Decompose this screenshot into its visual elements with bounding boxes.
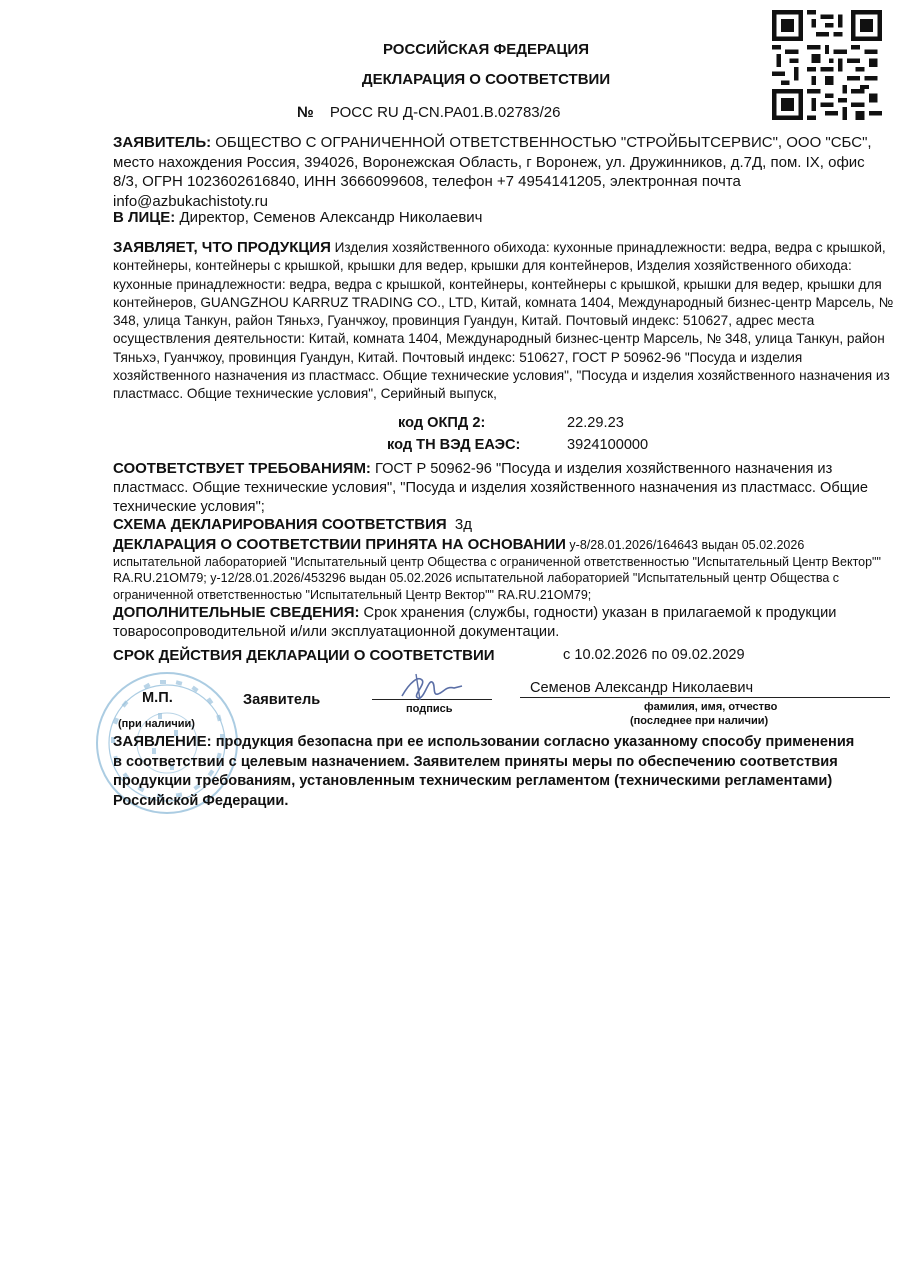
name-line — [520, 697, 890, 698]
statement-block — [113, 732, 858, 811]
product-text: Изделия хозяйственного обихода: кухонные принадлежности: ведра, ведра с крышкой, контейнеры, контейнеры с крышкой, крышки для ведер, крышки для контейнеров, Изделия хозяйственного обихода: кухонные принадлежности: ведра, ведра с крышкой, контейнеры, контейнеры с крышкой, крышки для ведер, крышки для контейнеров, GUANGZHOU KARRUZ TRADING CO., LTD, Китай, комната 1404, Международный бизнес-центр Марсель, № 348, улица Танкун, район Тяньхэ, Гуанчжоу, провинция Гуандун, Китай. Почтовый индекс: 510627, адрес места осуществления деятельности: Китай, комната 1404, Международный бизнес-центр Марсель, № 348, улица Танкун, район Тяньхэ, Гуанчжоу, провинция Гуандун, Китай. Почтовый индекс: 510627, ГОСТ Р 50962-96 "Посуда и изделия хозяйственного назначения из пластмасс. Общие технические условия", "Посуда и изделия хозяйственного назначения из пластмасс. Общие технические условия", Серийный выпуск, — [113, 240, 894, 402]
applicant-sign-label: Заявитель — [243, 692, 321, 708]
okpd-value: 22.29.23 — [567, 415, 624, 431]
scheme-block — [113, 516, 472, 533]
mp-note: (при наличии) — [118, 718, 195, 730]
qr-code-icon — [772, 10, 882, 120]
person-text: Директор, Семенов Александр Николаевич — [179, 209, 483, 226]
requirements-label: СООТВЕТСТВУЕТ ТРЕБОВАНИЯМ: — [113, 460, 371, 477]
applicant-label: ЗАЯВИТЕЛЬ: — [113, 134, 212, 151]
mp-label: М.П. — [142, 690, 173, 706]
name-caption-2: (последнее при наличии) — [630, 715, 769, 727]
document-number — [297, 104, 561, 121]
country-title: РОССИЙСКАЯ ФЕДЕРАЦИЯ — [382, 41, 589, 58]
applicant-block — [113, 133, 893, 211]
document-title: ДЕКЛАРАЦИЯ О СООТВЕТСТВИИ — [361, 71, 611, 88]
requirements-text: ГОСТ Р 50962-96 "Посуда и изделия хозяйственного назначения из пластмасс. Общие технические условия", "Посуда и изделия хозяйственного назначения из пластмасс. Общие технические условия"; — [113, 461, 868, 515]
additional-text: Срок хранения (службы, годности) указан в прилагаемой к продукции товаросопроводительной и/или эксплуатационной документации. — [113, 605, 837, 640]
signer-name: Семенов Александр Николаевич — [530, 680, 754, 696]
person-label: В ЛИЦЕ: — [113, 209, 176, 226]
signature-icon — [398, 670, 468, 706]
basis-text: у-8/28.01.2026/164643 выдан 05.02.2026 испытательной лабораторией "Испытательный центр Общества с ограниченной ответственностью "Испытательный Центр Вектор"" RA.RU.21OM79; у-12/28.01.2026/453296 выдан 05.02.2026 испытательной лабораторией "Испытательный центр Общества с ограниченной ответственностью "Испытательный Центр Вектор"" RA.RU.21OM79; — [113, 538, 881, 602]
additional-block — [113, 603, 873, 642]
statement-text: продукция безопасна при ее использовании согласно указанному способу применения в соответствии с целевым назначением. Заявителем приняты меры по обеспечению соответствия продукции требованиям, установленным техническим регламентом (техническими регламентами) Российской Федерации. — [113, 734, 855, 809]
statement-label: ЗАЯВЛЕНИЕ: — [113, 733, 212, 750]
product-label: ЗАЯВЛЯЕТ, ЧТО ПРОДУКЦИЯ — [113, 239, 331, 256]
okpd-label: код ОКПД 2: — [398, 415, 486, 431]
number-sign: № — [297, 104, 314, 121]
scheme-value: 3д — [454, 516, 472, 533]
applicant-text: ОБЩЕСТВО С ОГРАНИЧЕННОЙ ОТВЕТСТВЕННОСТЬЮ "СТРОЙБЫТСЕРВИС", ООО "СБС", место нахождения Россия, 394026, Воронежская Область, г Воронеж, ул. Дружинников, д.7Д, пом. IX, офис 8/3, ОГРН 1023602616840, ИНН 3666099608, телефон +7 4954141205, электронная почта info@azbukachistoty.ru — [113, 134, 872, 210]
tnved-label: код ТН ВЭД ЕАЭС: — [387, 437, 521, 453]
signature-caption: подпись — [406, 703, 453, 715]
product-block — [113, 239, 895, 404]
validity-label: СРОК ДЕЙСТВИЯ ДЕКЛАРАЦИИ О СООТВЕТСТВИИ — [113, 647, 495, 664]
name-caption-1: фамилия, имя, отчество — [644, 701, 778, 713]
person-block — [113, 208, 893, 227]
number-value: РОСС RU Д-CN.РА01.В.02783/26 — [329, 104, 561, 121]
tnved-value: 3924100000 — [567, 437, 649, 453]
scheme-label: СХЕМА ДЕКЛАРИРОВАНИЯ СООТВЕТСТВИЯ — [113, 516, 447, 533]
requirements-block — [113, 459, 878, 517]
additional-label: ДОПОЛНИТЕЛЬНЫЕ СВЕДЕНИЯ: — [113, 604, 360, 621]
validity-value: с 10.02.2026 по 09.02.2029 — [563, 647, 745, 663]
basis-block — [113, 537, 893, 603]
basis-label: ДЕКЛАРАЦИЯ О СООТВЕТСТВИИ ПРИНЯТА НА ОСНОВАНИИ — [113, 536, 566, 553]
